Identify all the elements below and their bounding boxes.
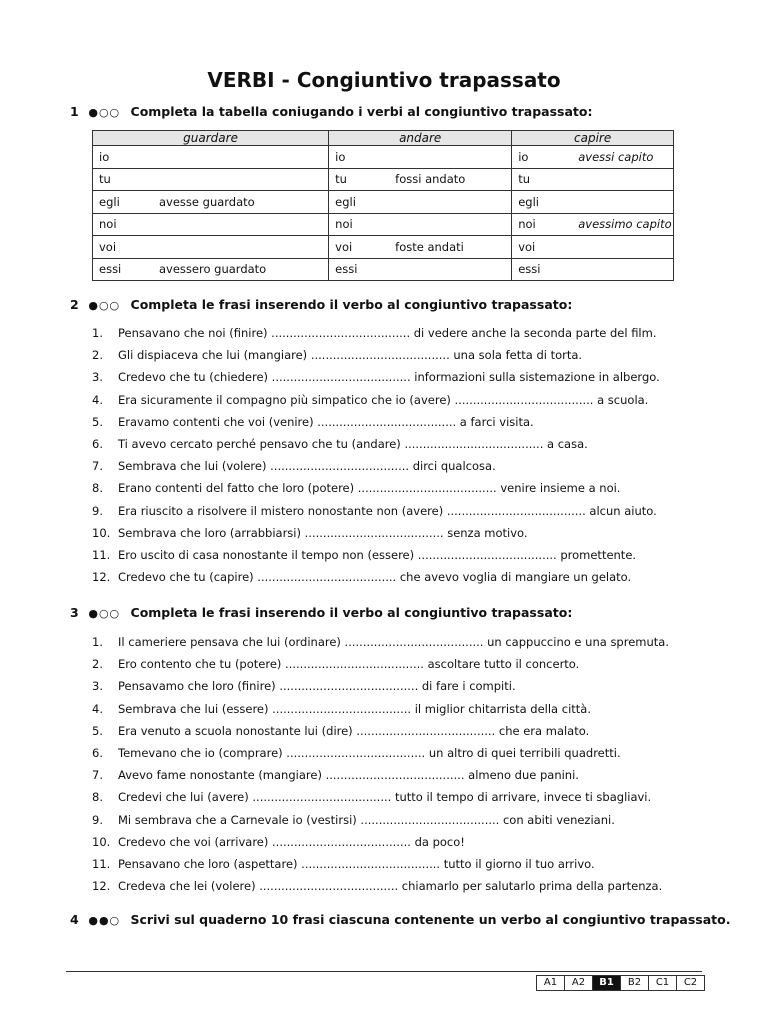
table-cell	[93, 213, 329, 236]
list-item	[92, 653, 669, 675]
level-a2: A2	[564, 976, 592, 990]
list-item	[92, 566, 660, 588]
table-cell	[329, 191, 512, 214]
sentence-text: Pensavano che noi (finire) ...................................... di vedere anche la seconda parte del film.	[118, 326, 657, 340]
table-row	[93, 213, 674, 236]
list-item	[92, 500, 660, 522]
pronoun-label: essi	[518, 262, 541, 277]
column-header: guardare	[93, 131, 329, 146]
table-cell	[329, 146, 512, 169]
item-number: 8.	[92, 481, 103, 496]
item-number: 6.	[92, 745, 103, 760]
list-item	[92, 411, 660, 433]
item-number: 5.	[92, 414, 103, 429]
verb-form: avessi capito	[578, 149, 654, 164]
exercise-3-heading	[70, 605, 572, 620]
list-item	[92, 742, 669, 764]
pronoun-label: essi	[99, 262, 122, 277]
difficulty-dots-icon: ●●○	[88, 914, 121, 927]
exercise-instruction: Completa le frasi inserendo il verbo al congiuntivo trapassato:	[130, 605, 573, 620]
table-cell	[93, 191, 329, 214]
sentence-text: Il cameriere pensava che lui (ordinare) ...................................... un cappuccino e una spremuta.	[118, 635, 669, 649]
item-number: 9.	[92, 503, 103, 518]
exercise-number: 4	[70, 912, 79, 927]
item-number: 11.	[92, 856, 111, 871]
table-cell	[512, 213, 674, 236]
table-row	[93, 258, 674, 281]
item-number: 3.	[92, 370, 103, 385]
pronoun-label: tu	[99, 172, 111, 187]
pronoun-label: essi	[335, 262, 358, 277]
column-header: andare	[329, 131, 512, 146]
sentence-text: Sembrava che loro (arrabbiarsi) ...................................... senza motivo.	[118, 525, 528, 540]
table-row	[93, 191, 674, 214]
item-number: 12.	[92, 879, 111, 894]
sentence-text: Sembrava che lui (essere) ...................................... il miglior chitarrista della città.	[118, 701, 591, 716]
table-cell	[512, 168, 674, 191]
list-item	[92, 433, 660, 455]
item-number: 9.	[92, 812, 103, 827]
verb-form: foste andati	[395, 239, 464, 254]
table-cell	[93, 236, 329, 259]
pronoun-label: voi	[99, 239, 117, 254]
table-row	[93, 146, 674, 169]
exercise-4-heading	[70, 912, 730, 927]
list-item	[92, 831, 669, 853]
page-title: VERBI - Congiuntivo trapassato	[207, 68, 561, 92]
pronoun-label: io	[518, 149, 529, 164]
verb-form: avessimo capito	[578, 217, 672, 232]
sentence-text: Pensavano che loro (aspettare) ...................................... tutto il giorno il tuo arrivo.	[118, 856, 595, 871]
sentence-text: Credevo che voi (arrivare) ...................................... da poco!	[118, 834, 465, 849]
list-item	[92, 764, 669, 786]
verb-form: avesse guardato	[159, 194, 255, 209]
pronoun-label: voi	[335, 239, 353, 254]
sentence-text: Credeva che lei (volere) ...................................... chiamarlo per salutarlo prima della partenza.	[118, 879, 663, 894]
table-cell	[329, 258, 512, 281]
pronoun-label: noi	[99, 217, 117, 232]
item-number: 1.	[92, 635, 103, 649]
pronoun-label: noi	[335, 217, 353, 232]
sentence-text: Credevi che lui (avere) ...................................... tutto il tempo di arrivare, invece ti sbagliavi.	[118, 790, 652, 805]
item-number: 10.	[92, 834, 111, 849]
item-number: 1.	[92, 326, 103, 340]
exercise-3-sentences	[92, 631, 669, 897]
sentence-text: Credevo che tu (capire) ...................................... che avevo voglia di mangiare un gelato.	[118, 570, 632, 585]
sentence-text: Era riuscito a risolvere il mistero nonostante non (avere) ...................................... alcun aiuto.	[118, 503, 657, 518]
table-cell	[329, 168, 512, 191]
table-cell	[93, 258, 329, 281]
list-item	[92, 366, 660, 388]
item-number: 2.	[92, 657, 103, 672]
level-c1: C1	[648, 976, 676, 990]
pronoun-label: io	[99, 149, 110, 164]
list-item	[92, 720, 669, 742]
table-row	[93, 168, 674, 191]
item-number: 10.	[92, 525, 111, 540]
sentence-text: Era venuto a scuola nonostante lui (dire) ...................................... che era malato.	[118, 723, 590, 738]
sentence-text: Era sicuramente il compagno più simpatico che io (avere) ...................................... a scuola.	[118, 392, 649, 407]
pronoun-label: voi	[518, 239, 536, 254]
column-header: capire	[512, 131, 674, 146]
pronoun-label: tu	[518, 172, 531, 187]
list-item	[92, 389, 660, 411]
level-indicator	[536, 975, 705, 991]
sentence-text: Temevano che io (comprare) ...................................... un altro di quei terribili quadretti.	[118, 745, 621, 760]
item-number: 3.	[92, 679, 103, 694]
list-item	[92, 544, 660, 566]
list-item	[92, 477, 660, 499]
item-number: 12.	[92, 570, 111, 585]
list-item	[92, 322, 660, 344]
level-c2: C2	[676, 976, 704, 990]
level-a1: A1	[543, 977, 558, 988]
table-cell	[512, 258, 674, 281]
list-item	[92, 698, 669, 720]
table-row	[93, 236, 674, 259]
exercise-instruction: Completa la tabella coniugando i verbi al congiuntivo trapassato:	[130, 104, 593, 119]
footer-divider	[66, 971, 702, 972]
sentence-text: Ero uscito di casa nonostante il tempo non (essere) ...................................... promettente.	[118, 547, 637, 562]
table-header-row	[93, 131, 674, 146]
level-b1: B1	[592, 976, 620, 990]
item-number: 6.	[92, 436, 103, 451]
exercise-2-heading	[70, 297, 572, 312]
exercise-number: 3	[70, 605, 79, 620]
table-cell	[93, 146, 329, 169]
item-number: 4.	[92, 392, 103, 407]
list-item	[92, 786, 669, 808]
list-item	[92, 809, 669, 831]
sentence-text: Ti avevo cercato perché pensavo che tu (andare) ...................................... a casa.	[118, 436, 588, 451]
sentence-text: Sembrava che lui (volere) ...................................... dirci qualcosa.	[118, 459, 496, 474]
table-cell	[329, 236, 512, 259]
list-item	[92, 853, 669, 875]
sentence-text: Erano contenti del fatto che loro (potere) ...................................... venire insieme a noi.	[118, 481, 621, 496]
list-item	[92, 875, 669, 897]
table-cell	[512, 236, 674, 259]
exercise-1-heading	[70, 104, 592, 119]
item-number: 2.	[92, 348, 103, 363]
pronoun-label: tu	[335, 172, 347, 187]
table-cell	[329, 213, 512, 236]
difficulty-dots-icon: ●○○	[88, 607, 121, 620]
verb-form: fossi andato	[395, 172, 466, 187]
item-number: 5.	[92, 723, 103, 738]
list-item	[92, 522, 660, 544]
difficulty-dots-icon: ●○○	[88, 106, 121, 119]
verb-form: avessero guardato	[159, 262, 267, 277]
sentence-text: Avevo fame nonostante (mangiare) ...................................... almeno due panini.	[118, 768, 579, 783]
pronoun-label: egli	[99, 194, 120, 209]
sentence-text: Credevo che tu (chiedere) ...................................... informazioni sulla sistemazione in albergo.	[118, 370, 660, 385]
list-item	[92, 631, 669, 653]
list-item	[92, 455, 660, 477]
exercise-2-sentences	[92, 322, 660, 588]
pronoun-label: io	[335, 149, 346, 164]
sentence-text: Gli dispiaceva che lui (mangiare) ...................................... una sola fetta di torta.	[118, 348, 583, 363]
table-cell	[93, 168, 329, 191]
exercise-number: 2	[70, 297, 79, 312]
exercise-number: 1	[70, 104, 79, 119]
item-number: 11.	[92, 547, 111, 562]
sentence-text: Eravamo contenti che voi (venire) ...................................... a farci visita.	[118, 414, 534, 429]
exercise-instruction: Scrivi sul quaderno 10 frasi ciascuna contenente un verbo al congiuntivo trapassato.	[130, 912, 731, 927]
conjugation-table	[92, 130, 674, 281]
item-number: 7.	[92, 768, 103, 783]
sentence-text: Mi sembrava che a Carnevale io (vestirsi) ...................................... con abiti veneziani.	[118, 812, 615, 827]
item-number: 7.	[92, 459, 103, 474]
item-number: 4.	[92, 701, 103, 716]
level-b2: B2	[620, 976, 648, 990]
sentence-text: Pensavamo che loro (finire) ...................................... di fare i compiti.	[118, 679, 516, 694]
exercise-instruction: Completa le frasi inserendo il verbo al congiuntivo trapassato:	[130, 297, 573, 312]
pronoun-label: egli	[335, 194, 356, 209]
list-item	[92, 344, 660, 366]
sentence-text: Ero contento che tu (potere) ...................................... ascoltare tutto il concerto.	[118, 657, 580, 672]
table-cell	[512, 191, 674, 214]
pronoun-label: egli	[518, 194, 539, 209]
list-item	[92, 675, 669, 697]
table-cell	[512, 146, 674, 169]
pronoun-label: noi	[518, 217, 536, 232]
item-number: 8.	[92, 790, 103, 805]
difficulty-dots-icon: ●○○	[88, 299, 121, 312]
